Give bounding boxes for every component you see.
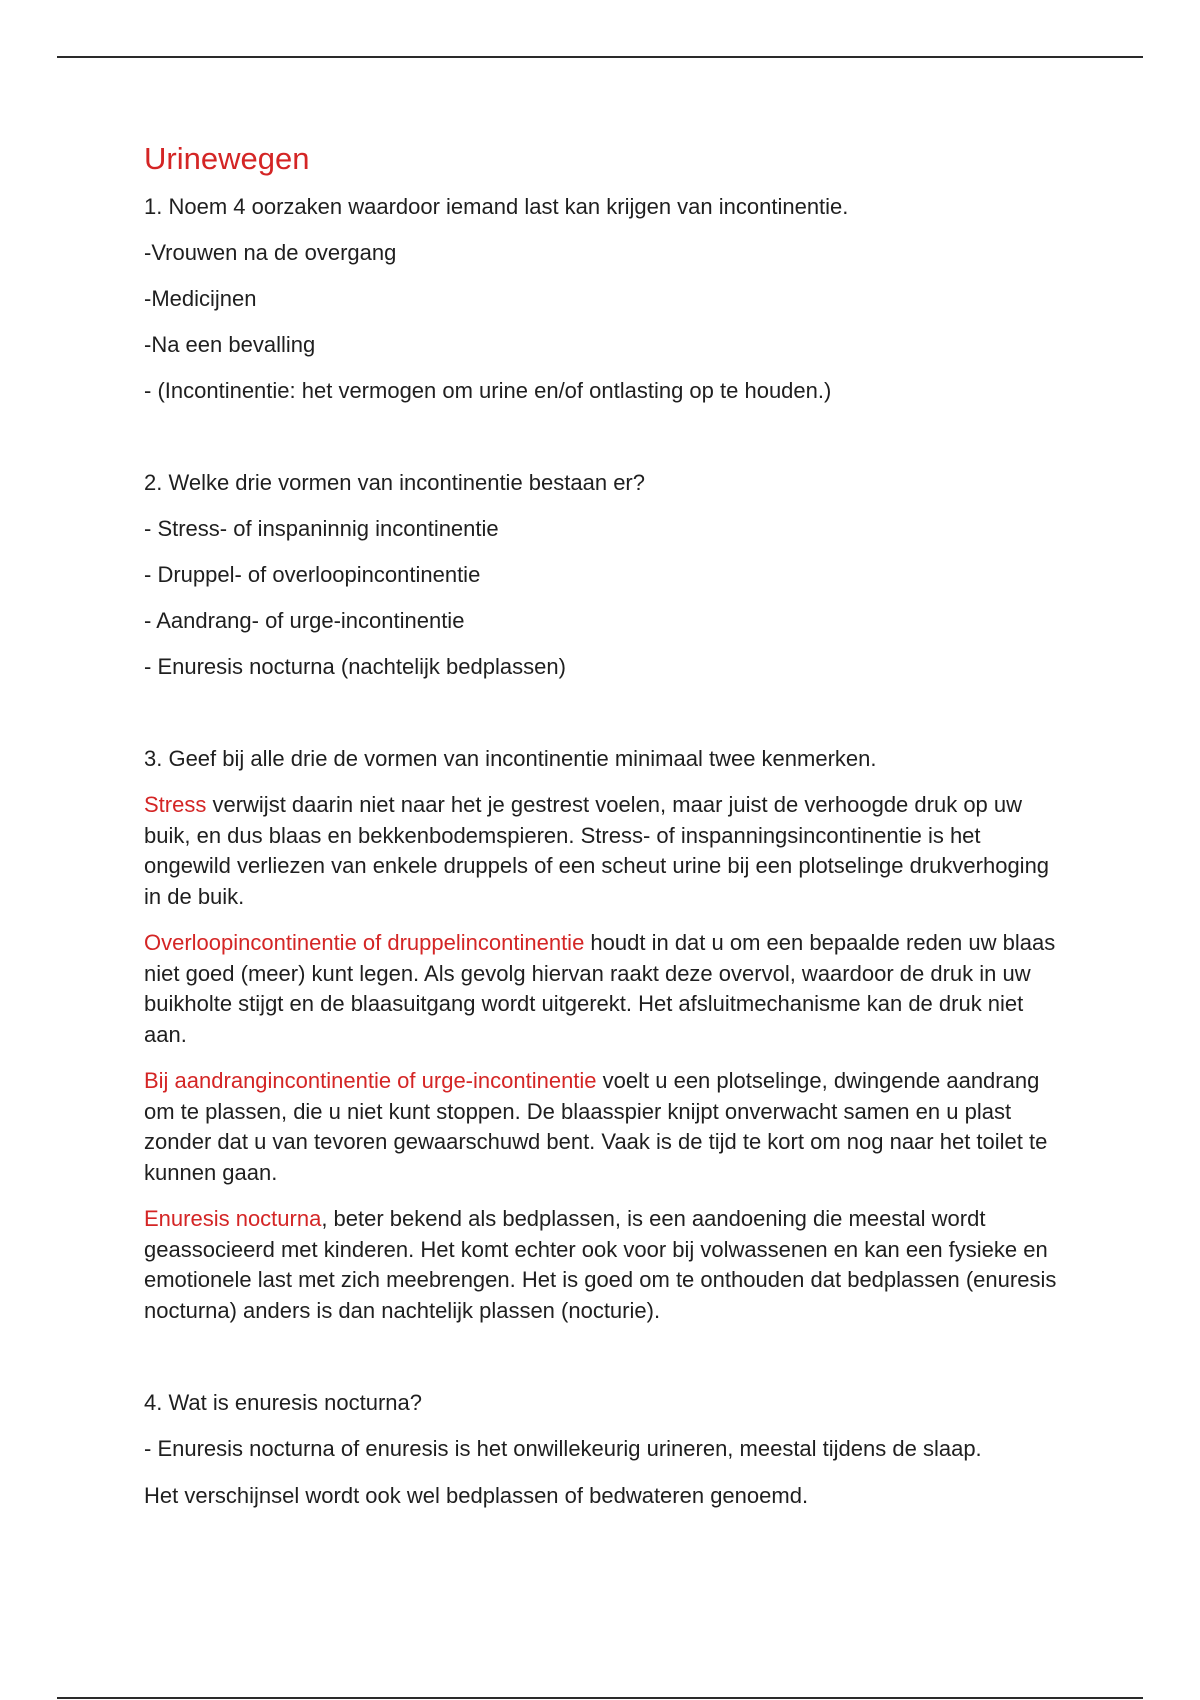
answer-paragraph: Het verschijnsel wordt ook wel bedplassen of bedwateren genoemd.: [144, 1482, 809, 1508]
answer-paragraph-aandrang: [144, 1066, 1064, 1188]
paragraph-text: , beter bekend als bedplassen, is een aandoening die meestal wordt geassocieerd met kinderen. Het komt echter ook voor bij volwassenen en kan een fysieke en emotionele last met zich meebrengen. Het is goed om te onthouden dat bedplassen (enuresis nocturna) anders is dan nachtelijk plassen (nocturie).: [144, 1206, 1057, 1323]
answer-paragraph-enuresis: [144, 1204, 1064, 1326]
highlighted-term: Stress: [144, 792, 207, 817]
top-divider: [57, 56, 1143, 58]
page-title: Urinewegen: [144, 141, 310, 176]
section-spacer: [144, 422, 1064, 468]
answer-paragraph: - Enuresis nocturna of enuresis is het onwillekeurig urineren, meestal tijdens de slaap.: [144, 1436, 982, 1461]
answer-paragraph-stress: [144, 790, 1064, 912]
answer-item: - Aandrang- of urge-incontinentie: [144, 608, 465, 633]
answer-item: - Enuresis nocturna (nachtelijk bedplassen): [144, 654, 566, 679]
answer-item: - Druppel- of overloopincontinentie: [144, 562, 481, 587]
question-2: 2. Welke drie vormen van incontinentie bestaan er?: [144, 470, 645, 495]
paragraph-text: voelt u een plotselinge, dwingende aandrang om te plassen, die u niet kunt stoppen. De blaasspier knijpt onverwacht samen en u plast zonder dat u van tevoren gewaarschuwd bent. Vaak is de tijd te kort om nog naar het toilet te kunnen gaan.: [144, 1068, 1048, 1185]
highlighted-term: Enuresis nocturna: [144, 1206, 322, 1231]
highlighted-term: Bij aandrangincontinentie of urge-incontinentie: [144, 1068, 597, 1093]
paragraph-text: verwijst daarin niet naar het je gestrest voelen, maar juist de verhoogde druk op uw buik, en dus blaas en bekkenbodemspieren. Stress- of inspanningsincontinentie is het ongewild verliezen van enkele druppels of een scheut urine bij een plotselinge drukverhoging in de buik.: [144, 792, 1050, 909]
question-1: 1. Noem 4 oorzaken waardoor iemand last kan krijgen van incontinentie.: [144, 194, 849, 219]
answer-paragraph-overloop: [144, 928, 1064, 1050]
question-1-section: [144, 192, 1064, 406]
question-4-section: [144, 1388, 1064, 1511]
answer-item: -Na een bevalling: [144, 332, 316, 357]
section-spacer: [144, 698, 1064, 744]
answer-item: -Vrouwen na de overgang: [144, 240, 397, 265]
answer-item: -Medicijnen: [144, 286, 257, 311]
document-body: [144, 140, 1064, 1527]
highlighted-term: Overloopincontinentie of druppelincontinentie: [144, 930, 585, 955]
question-2-section: [144, 468, 1064, 682]
question-4: 4. Wat is enuresis nocturna?: [144, 1390, 422, 1415]
bottom-divider: [57, 1697, 1143, 1699]
paragraph-text: houdt in dat u om een bepaalde reden uw blaas niet goed (meer) kunt legen. Als gevolg hiervan raakt deze overvol, waardoor de druk in uw buikholte stijgt en de blaasuitgang wordt uitgerekt. Het afsluitmechanisme kan de druk niet aan.: [144, 930, 1056, 1047]
answer-item: - Stress- of inspaninnig incontinentie: [144, 516, 499, 541]
section-spacer: [144, 1342, 1064, 1388]
question-3: 3. Geef bij alle drie de vormen van incontinentie minimaal twee kenmerken.: [144, 746, 877, 771]
question-3-section: [144, 744, 1064, 1326]
answer-item: - (Incontinentie: het vermogen om urine en/of ontlasting op te houden.): [144, 378, 832, 403]
